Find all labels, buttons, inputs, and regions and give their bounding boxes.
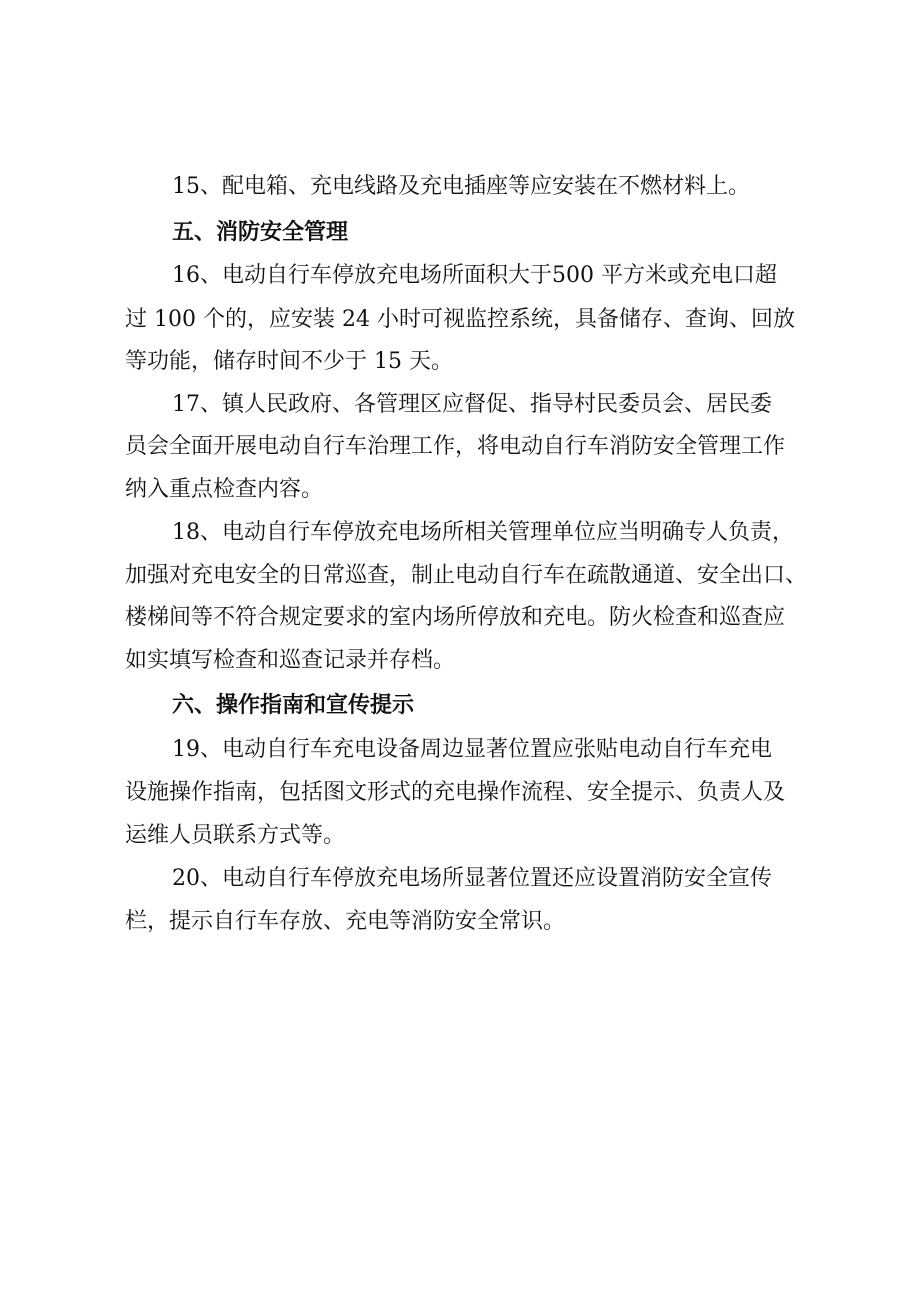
item-18-line-3: 楼梯间等不符合规定要求的室内场所停放和充电。防火检查和巡查应 <box>125 605 786 630</box>
section-5-heading: 五、消防安全管理 <box>172 220 349 245</box>
item-16-line-1: 16、电动自行车停放充电场所面积大于500 平方米或充电口超 <box>172 263 777 288</box>
item-20-line-1: 20、电动自行车停放充电场所显著位置还应设置消防安全宣传 <box>172 866 772 891</box>
item-15-line-1: 15、配电箱、充电线路及充电插座等应安装在不燃材料上。 <box>172 174 750 199</box>
item-18-line-4: 如实填写检查和巡查记录并存档。 <box>125 648 456 673</box>
item-17-line-1: 17、镇人民政府、各管理区应督促、指导村民委员会、居民委 <box>172 392 772 417</box>
section-6-heading: 六、操作指南和宣传提示 <box>172 693 415 718</box>
item-16-line-2: 过 100 个的，应安装 24 小时可视监控系统，具备储存、查询、回放 <box>125 307 795 332</box>
item-20-line-2: 栏，提示自行车存放、充电等消防安全常识。 <box>125 909 566 934</box>
item-17-line-2: 员会全面开展电动自行车治理工作，将电动自行车消防安全管理工作 <box>125 434 786 459</box>
item-18-line-1: 18、电动自行车停放充电场所相关管理单位应当明确专人负责， <box>172 520 794 545</box>
item-16-line-3: 等功能，储存时间不少于 15 天。 <box>125 349 453 374</box>
item-18-line-2: 加强对充电安全的日常巡查，制止电动自行车在疏散通道、安全出口、 <box>125 563 808 588</box>
item-19-line-1: 19、电动自行车充电设备周边显著位置应张贴电动自行车充电 <box>172 737 772 762</box>
item-17-line-3: 纳入重点检查内容。 <box>125 477 324 502</box>
item-19-line-2: 设施操作指南，包括图文形式的充电操作流程、安全提示、负责人及 <box>125 780 786 805</box>
item-19-line-3: 运维人员联系方式等。 <box>125 823 346 848</box>
